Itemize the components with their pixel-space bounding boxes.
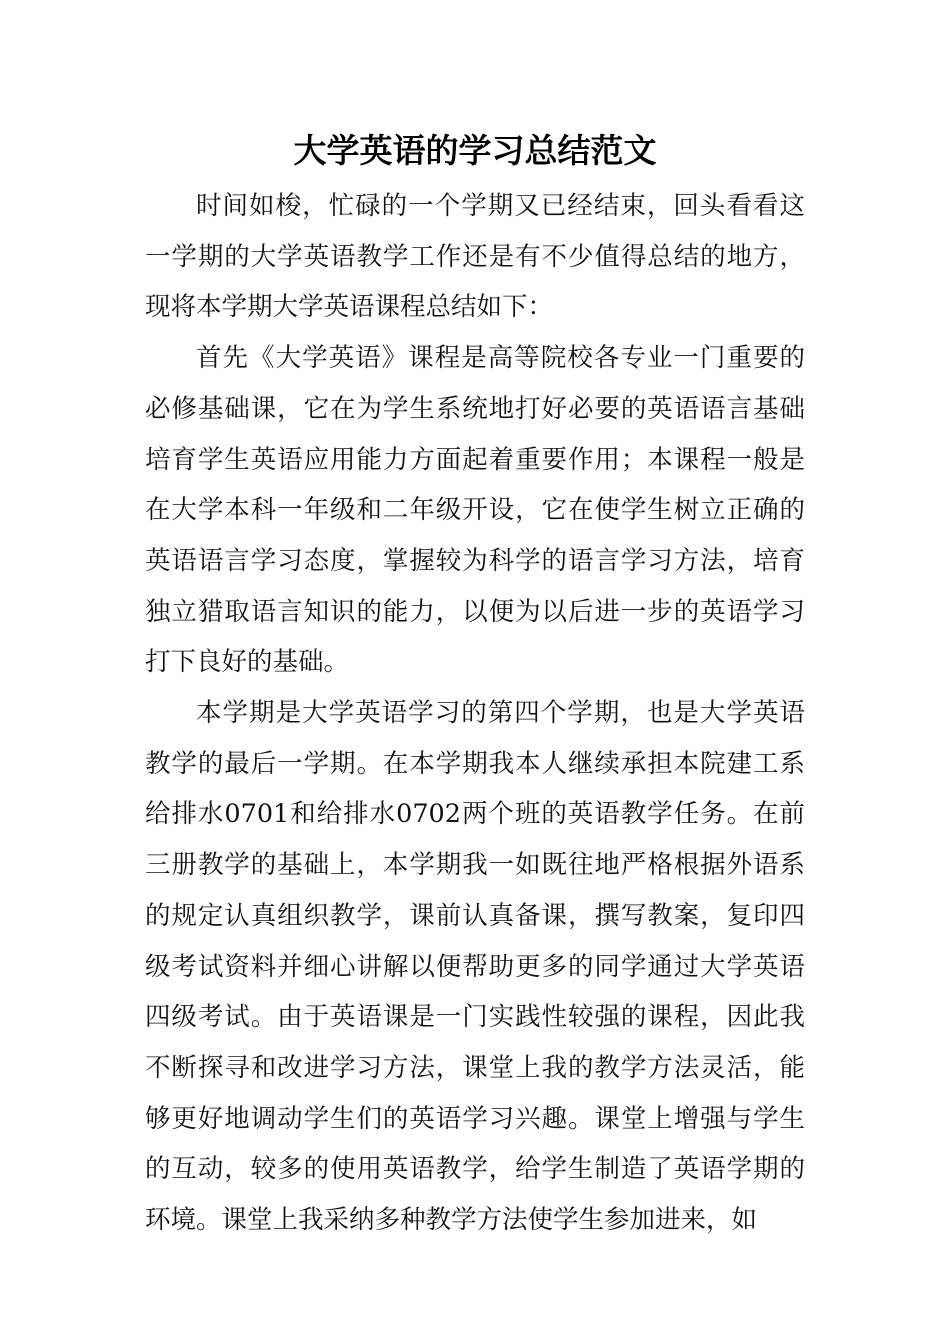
paragraph-intro: 时间如梭，忙碌的一个学期又已经结束，回头看看这一学期的大学英语教学工作还是有不少值得总结的地方，现将本学期大学英语课程总结如下：	[145, 191, 805, 323]
paragraph-course-overview: 首先《大学英语》课程是高等院校各专业一门重要的必修基础课，它在为学生系统地打好必要的英语语言基础培育学生英语应用能力方面起着重要作用；本课程一般是在大学本科一年级和二年级开设，它在使学生树立正确的英语语言学习态度，掌握较为科学的语言学习方法，培育独立猎取语言知识的能力，以便为以后进一步的英语学习打下良好的基础。	[145, 343, 805, 678]
document-title: 大学英语的学习总结范文	[293, 131, 657, 170]
document-body	[145, 181, 805, 1246]
paragraph-semester-teaching: 本学期是大学英语学习的第四个学期，也是大学英语教学的最后一学期。在本学期我本人继续承担本院建工系给排水0701和给排水0702两个班的英语教学任务。在前三册教学的基础上，本学期我一如既往地严格根据外语系的规定认真组织教学，课前认真备课，撰写教案，复印四级考试资料并细心讲解以便帮助更多的同学通过大学英语四级考试。由于英语课是一门实践性较强的课程，因此我不断探寻和改进学习方法，课堂上我的教学方法灵活，能够更好地调动学生们的英语学习兴趣。课堂上增强与学生的互动，较多的使用英语教学，给学生制造了英语学期的环境。课堂上我采纳多种教学方法使学生参加进来，如	[145, 698, 805, 1236]
